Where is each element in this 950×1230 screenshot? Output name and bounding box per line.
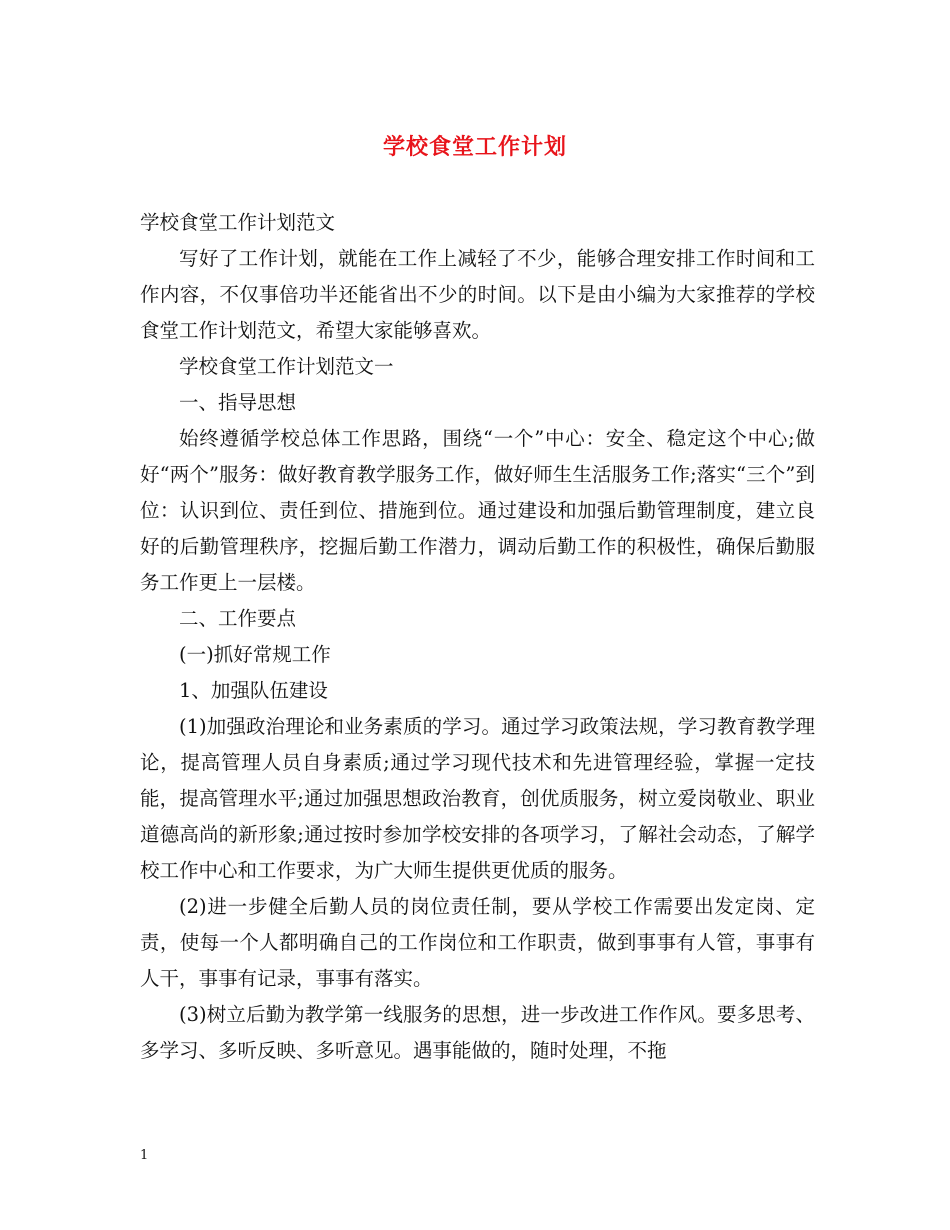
document-title: 学校食堂工作计划 bbox=[382, 134, 567, 160]
section-heading: 二、工作要点 bbox=[179, 607, 297, 630]
paragraph: (2)进一步健全后勤人员的岗位责任制，要从学校工作需要出发定岗、定责，使每一个人都明确自己的工作岗位和工作职责，做到事事有人管，事事有人干，事事有记录，事事有落实。 bbox=[140, 895, 815, 990]
paragraph: (1)加强政治理论和业务素质的学习。通过学习政策法规，学习教育教学理论，提高管理人员自身素质;通过学习现代技术和先进管理经验，掌握一定技能，提高管理水平;通过加强思想政治教育，创优质服务，树立爱岗敬业、职业道德高尚的新形象;通过按时参加学校安排的各项学习，了解社会动态，了解学校工作中心和工作要求，为广大师生提供更优质的服务。 bbox=[140, 715, 815, 882]
page-number: 1 bbox=[140, 1148, 149, 1163]
section-heading: 一、指导思想 bbox=[179, 391, 297, 414]
section-heading: (一)抓好常规工作 bbox=[179, 643, 331, 666]
document-body bbox=[140, 205, 815, 1069]
paragraph: 写好了工作计划，就能在工作上减轻了不少，能够合理安排工作时间和工作内容，不仅事倍功半还能省出不少的时间。以下是由小编为大家推荐的学校食堂工作计划范文，希望大家能够喜欢。 bbox=[140, 247, 815, 342]
paragraph: 始终遵循学校总体工作思路，围绕“一个”中心：安全、稳定这个中心;做好“两个”服务：做好教育教学服务工作，做好师生生活服务工作;落实“三个”到位：认识到位、责任到位、措施到位。通过建设和加强后勤管理制度，建立良好的后勤管理秩序，挖掘后勤工作潜力，调动后勤工作的积极性，确保后勤服务工作更上一层楼。 bbox=[140, 427, 815, 594]
section-heading: 1、加强队伍建设 bbox=[179, 679, 328, 702]
paragraph: (3)树立后勤为教学第一线服务的思想，进一步改进工作作风。要多思考、多学习、多听反映、多听意见。遇事能做的，随时处理，不拖 bbox=[140, 1003, 815, 1062]
paragraph-subtitle: 学校食堂工作计划范文 bbox=[140, 211, 336, 234]
section-heading: 学校食堂工作计划范文一 bbox=[179, 355, 394, 378]
